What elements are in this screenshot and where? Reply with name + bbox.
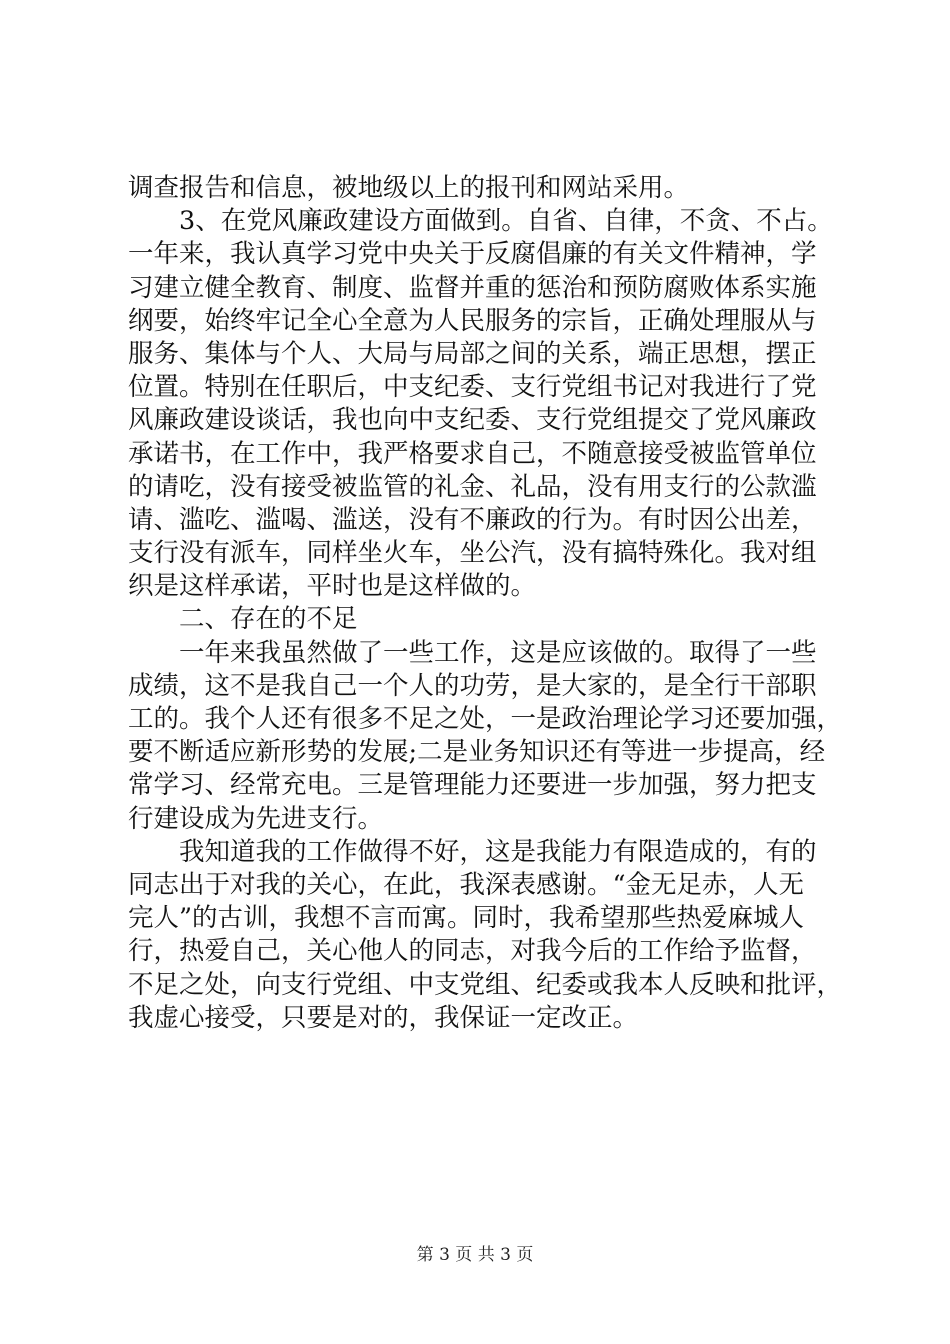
text-line: 支行没有派车，同样坐火车，坐公汽，没有搞特殊化。我对组 <box>128 538 817 569</box>
body-text <box>128 172 848 1035</box>
text-line: 纲要，始终牢记全心全意为人民服务的宗旨，正确处理服从与 <box>128 305 817 336</box>
text-line: 工的。我个人还有很多不足之处，一是政治理论学习还要加强， <box>128 704 843 734</box>
text-line: 常学习、经常充电。三是管理能力还要进一步加强，努力把支 <box>128 770 817 801</box>
text-line: 织是这样承诺，平时也是这样做的。 <box>128 571 537 602</box>
text-line: 我虚心接受，只要是对的，我保证一定改正。 <box>128 1002 639 1033</box>
text-line: 我知道我的工作做得不好，这是我能力有限造成的，有的 <box>179 836 817 867</box>
text-line: 风廉政建设谈话，我也向中支纪委、支行党组提交了党风廉政 <box>128 405 817 436</box>
text-line: 一年来我虽然做了一些工作，这是应该做的。取得了一些 <box>179 637 817 668</box>
text-line: 请、滥吃、滥喝、滥送，没有不廉政的行为。有时因公出差， <box>128 504 817 535</box>
text-line: 不足之处，向支行党组、中支党组、纪委或我本人反映和批评， <box>128 969 843 1000</box>
text-line: 行建设成为先进支行。 <box>128 803 384 834</box>
text-line: 一年来，我认真学习党中央关于反腐倡廉的有关文件精神，学 <box>128 239 817 270</box>
text-line: 行，热爱自己，关心他人的同志，对我今后的工作给予监督， <box>128 936 817 967</box>
text-line: 二、存在的不足 <box>179 604 358 635</box>
text-line: 的请吃，没有接受被监管的礼金、礼品，没有用支行的公款滥 <box>128 471 817 502</box>
text-line: 同志出于对我的关心，在此，我深表感谢。“金无足赤，人无 <box>128 869 805 900</box>
text-line: 服务、集体与个人、大局与局部之间的关系，端正思想，摆正 <box>128 338 817 369</box>
text-line: 调查报告和信息，被地级以上的报刊和网站采用。 <box>128 173 690 203</box>
text-line: 完人”的古训，我想不言而寓。同时，我希望那些热爱麻城人 <box>128 903 805 934</box>
text-line: 要不断适应新形势的发展;二是业务知识还有等进一步提高，经 <box>128 737 826 768</box>
text-line: 3、在党风廉政建设方面做到。自省、自律，不贪、不占。 <box>179 206 833 237</box>
page-number-footer: 第 3 页 共 3 页 <box>416 1245 534 1265</box>
text-line: 位置。特别在任职后，中支纪委、支行党组书记对我进行了党 <box>128 372 817 403</box>
text-line: 习建立健全教育、制度、监督并重的惩治和预防腐败体系实施 <box>128 272 817 303</box>
text-line: 承诺书，在工作中，我严格要求自己，不随意接受被监管单位 <box>128 438 817 469</box>
text-line: 成绩，这不是我自己一个人的功劳，是大家的，是全行干部职 <box>128 670 817 701</box>
